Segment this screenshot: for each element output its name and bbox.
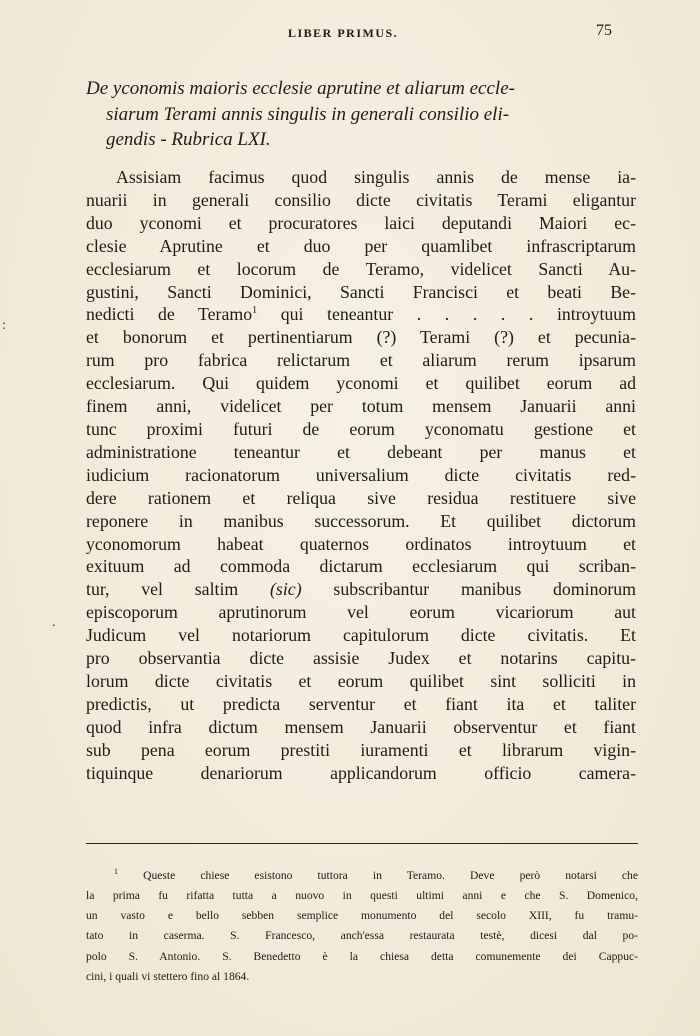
body-line: exituum ad commoda dictarum ecclesiarum qui scriban- bbox=[86, 556, 636, 577]
body-line: episcoporum aprutinorum vel eorum vicariorum aut bbox=[86, 602, 636, 623]
body-line-part: nedicti de Teramo bbox=[86, 304, 253, 325]
footnote-line-text: Queste chiese esistono tuttora in Teramo. Deve però notarsi che bbox=[143, 868, 638, 882]
body-line: nuarii in generali consilio dicte civitatis Terami eligantur bbox=[86, 189, 636, 210]
body-line-part: tur, vel saltim bbox=[86, 579, 271, 600]
rubric-line: gendis - Rubrica LXI. bbox=[106, 129, 271, 150]
body-line: tunc proximi futuri de eorum yconomatu gestione et bbox=[86, 418, 636, 439]
body-line: clesie Aprutine et duo per quamlibet infrascriptarum bbox=[86, 235, 636, 256]
body-line: quod infra dictum mensem Januarii observentur et fiant bbox=[86, 716, 636, 737]
body-line bbox=[86, 303, 636, 326]
page-number: 75 bbox=[596, 22, 612, 39]
rubric-line: siarum Terami annis singulis in generali consilio eli- bbox=[106, 103, 510, 125]
body-line: ecclesiarum. Qui quidem yconomi et quilibet eorum ad bbox=[86, 373, 636, 394]
rubric-line: De yconomis maioris ecclesie aprutine et aliarum eccle- bbox=[86, 78, 515, 99]
body-line: predictis, ut predicta serventur et fiant ita et taliter bbox=[86, 693, 636, 714]
body-line: Judicum vel notariorum capitulorum dicte civitatis. Et bbox=[86, 625, 636, 646]
margin-mark: : bbox=[2, 318, 6, 333]
body-line: ecclesiarum et locorum de Teramo, videlicet Sancti Au- bbox=[86, 258, 636, 279]
body-line: duo yconomi et procuratores laici deputandi Maiori ec- bbox=[86, 212, 636, 233]
body-line: yconomorum habeat quaternos ordinatos introytuum et bbox=[86, 533, 636, 554]
running-head bbox=[0, 22, 700, 46]
footnote bbox=[86, 862, 638, 987]
body-line: administratione teneantur et debeant per manus et bbox=[86, 441, 636, 462]
footnote-line bbox=[86, 862, 638, 886]
body-line: lorum dicte civitatis et eorum quilibet sint solliciti in bbox=[86, 670, 636, 691]
footnote-line: la prima fu rifatta tutta a nuovo in questi ultimi anni e che S. Domenico, bbox=[86, 889, 638, 903]
body-line: rum pro fabrica relictarum et aliarum rerum ipsarum bbox=[86, 350, 636, 371]
body-line: et bonorum et pertinentiarum (?) Terami (?) et pecunia- bbox=[86, 327, 636, 348]
body-line: finem anni, videlicet per totum mensem Januarii anni bbox=[86, 396, 636, 417]
running-title: LIBER PRIMUS. bbox=[288, 26, 399, 40]
body-line: tiquinque denariorum applicandorum officio camera- bbox=[86, 762, 636, 783]
footnote-line: cini, i quali vi stettero fino al 1864. bbox=[86, 969, 250, 983]
body-line: Assisiam facimus quod singulis annis de mense ia- bbox=[116, 167, 636, 187]
body-line-part: subscribantur manibus dominorum bbox=[301, 579, 636, 600]
body-line: iudicium racionatorum universalium dicte civitatis red- bbox=[86, 464, 636, 485]
footnote-line: un vasto e bello sebben semplice monumento del secolo XIII, fu tramu- bbox=[86, 909, 638, 923]
chapter-rubric bbox=[86, 76, 636, 153]
footnote-line: polo S. Antonio. S. Benedetto è la chiesa detta comunemente dei Cappuc- bbox=[86, 949, 638, 963]
margin-mark: . bbox=[52, 615, 56, 630]
footnote-marker: 1 bbox=[114, 867, 118, 876]
body-line: reponere in manibus successorum. Et quilibet dictorum bbox=[86, 510, 636, 531]
body-text bbox=[86, 166, 636, 784]
sic-annotation: (sic) bbox=[270, 579, 302, 600]
body-line: pro observantia dicte assisie Judex et notarins capitu- bbox=[86, 648, 636, 669]
body-line: sub pena eorum prestiti iuramenti et librarum vigin- bbox=[86, 739, 636, 760]
body-line-part: qui teneantur . . . . . introytuum bbox=[257, 304, 636, 325]
body-line: dere rationem et reliqua sive residua restituere sive bbox=[86, 487, 636, 508]
footnote-reference: 1 bbox=[252, 305, 258, 317]
footnote-divider bbox=[86, 843, 638, 844]
body-line bbox=[86, 578, 636, 601]
body-line: gustini, Sancti Dominici, Sancti Francisci et beati Be- bbox=[86, 281, 636, 302]
footnote-line: tato in caserma. S. Francesco, anch'essa restaurata testè, dicesi dal po- bbox=[86, 929, 638, 943]
